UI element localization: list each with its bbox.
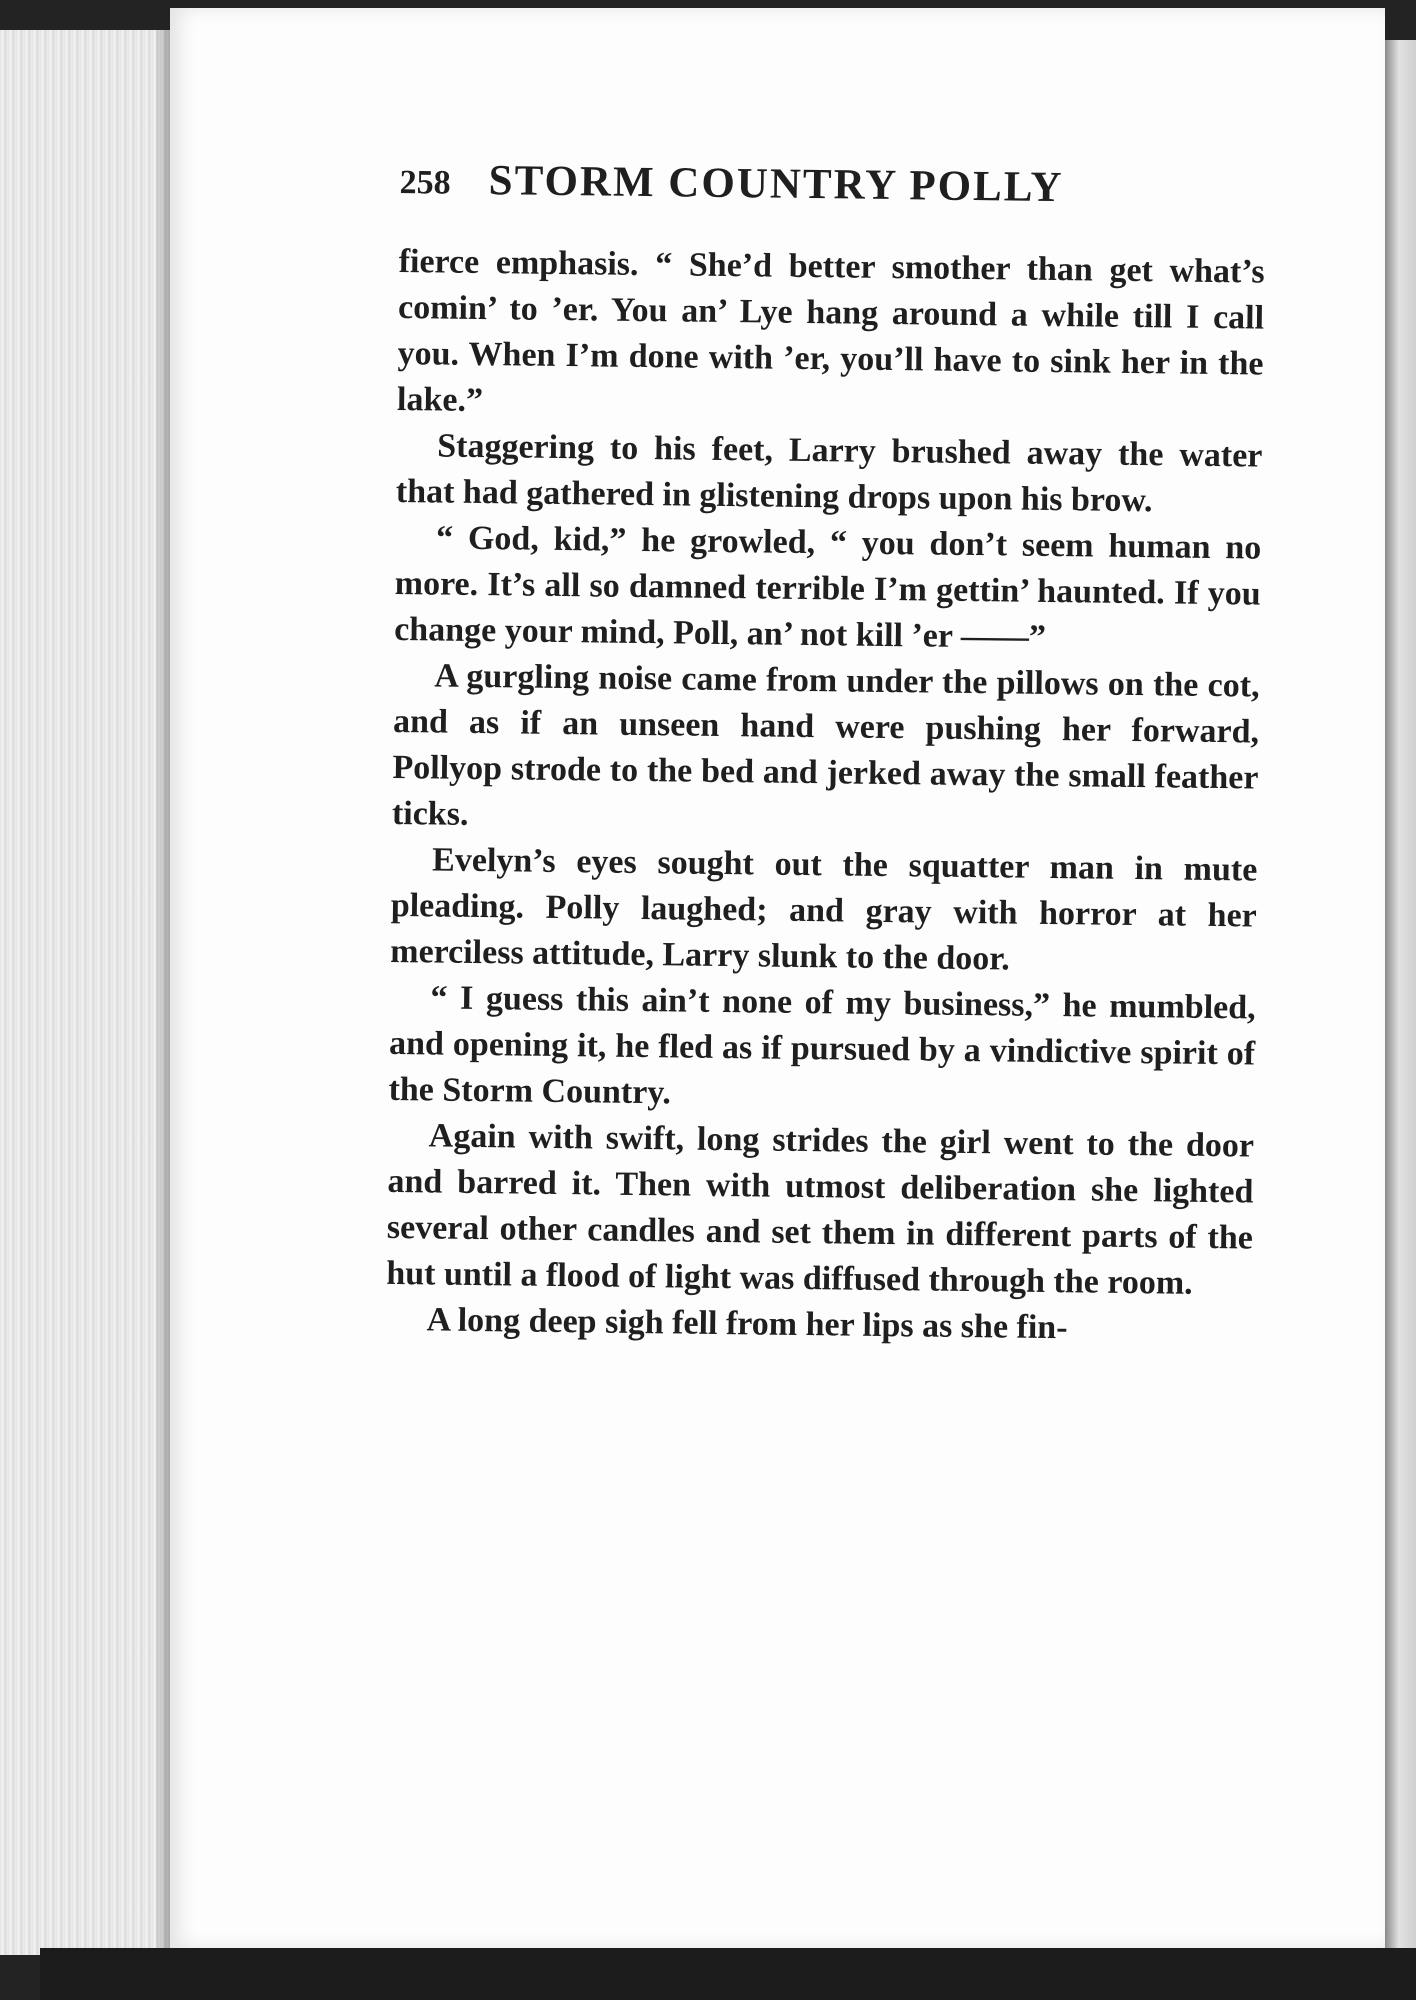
- paragraph: Evelyn’s eyes sought out the squatter man in mute pleading. Polly laughed; and gray with horror at her merciless attitude, Larry slunk to the door.: [390, 841, 1258, 978]
- paragraph: “ I guess this ain’t none of my business,” he mumbled, and opening it, he fled as if pursued by a vindictive spirit of the Storm Country.: [388, 979, 1256, 1112]
- page-right-edge: [1385, 40, 1416, 1960]
- page-number: 258: [399, 163, 451, 202]
- book-page-edges: [0, 30, 170, 1955]
- paragraph: A long deep sigh fell from her lips as she fin-: [426, 1301, 1068, 1347]
- running-title: STORM COUNTRY POLLY: [488, 157, 1064, 212]
- running-head: [399, 155, 1266, 230]
- paragraph: Again with swift, long strides the girl went to the door and barred it. Then with utmost deliberation she lighted several other candles and set them in different parts of the hut until a flood of light was diffused through the room.: [386, 1117, 1255, 1302]
- book-bottom-edge: [40, 1948, 1416, 2000]
- paragraph: A gurgling noise came from under the pillows on the cot, and as if an unseen hand were pushing her forward, Pollyop strode to the bed and jerked away the small feather ticks.: [391, 657, 1260, 833]
- paragraph: “ God, kid,” he growled, “ you don’t seem human no more. It’s all so damned terrible I’m gettin’ haunted. If you change your mind, Poll, an’ not kill ’er ——”: [393, 519, 1262, 656]
- paragraph: Staggering to his feet, Larry brushed away the water that had gathered in glistening drops upon his brow.: [395, 427, 1263, 520]
- paragraph: fierce emphasis. “ She’d better smother than get what’s comin’ to ’er. You an’ Lye hang around a while till I call you. When I’m done with ’er, you’ll have to sink her in the lake.”: [396, 242, 1265, 420]
- page-content: [385, 155, 1265, 1353]
